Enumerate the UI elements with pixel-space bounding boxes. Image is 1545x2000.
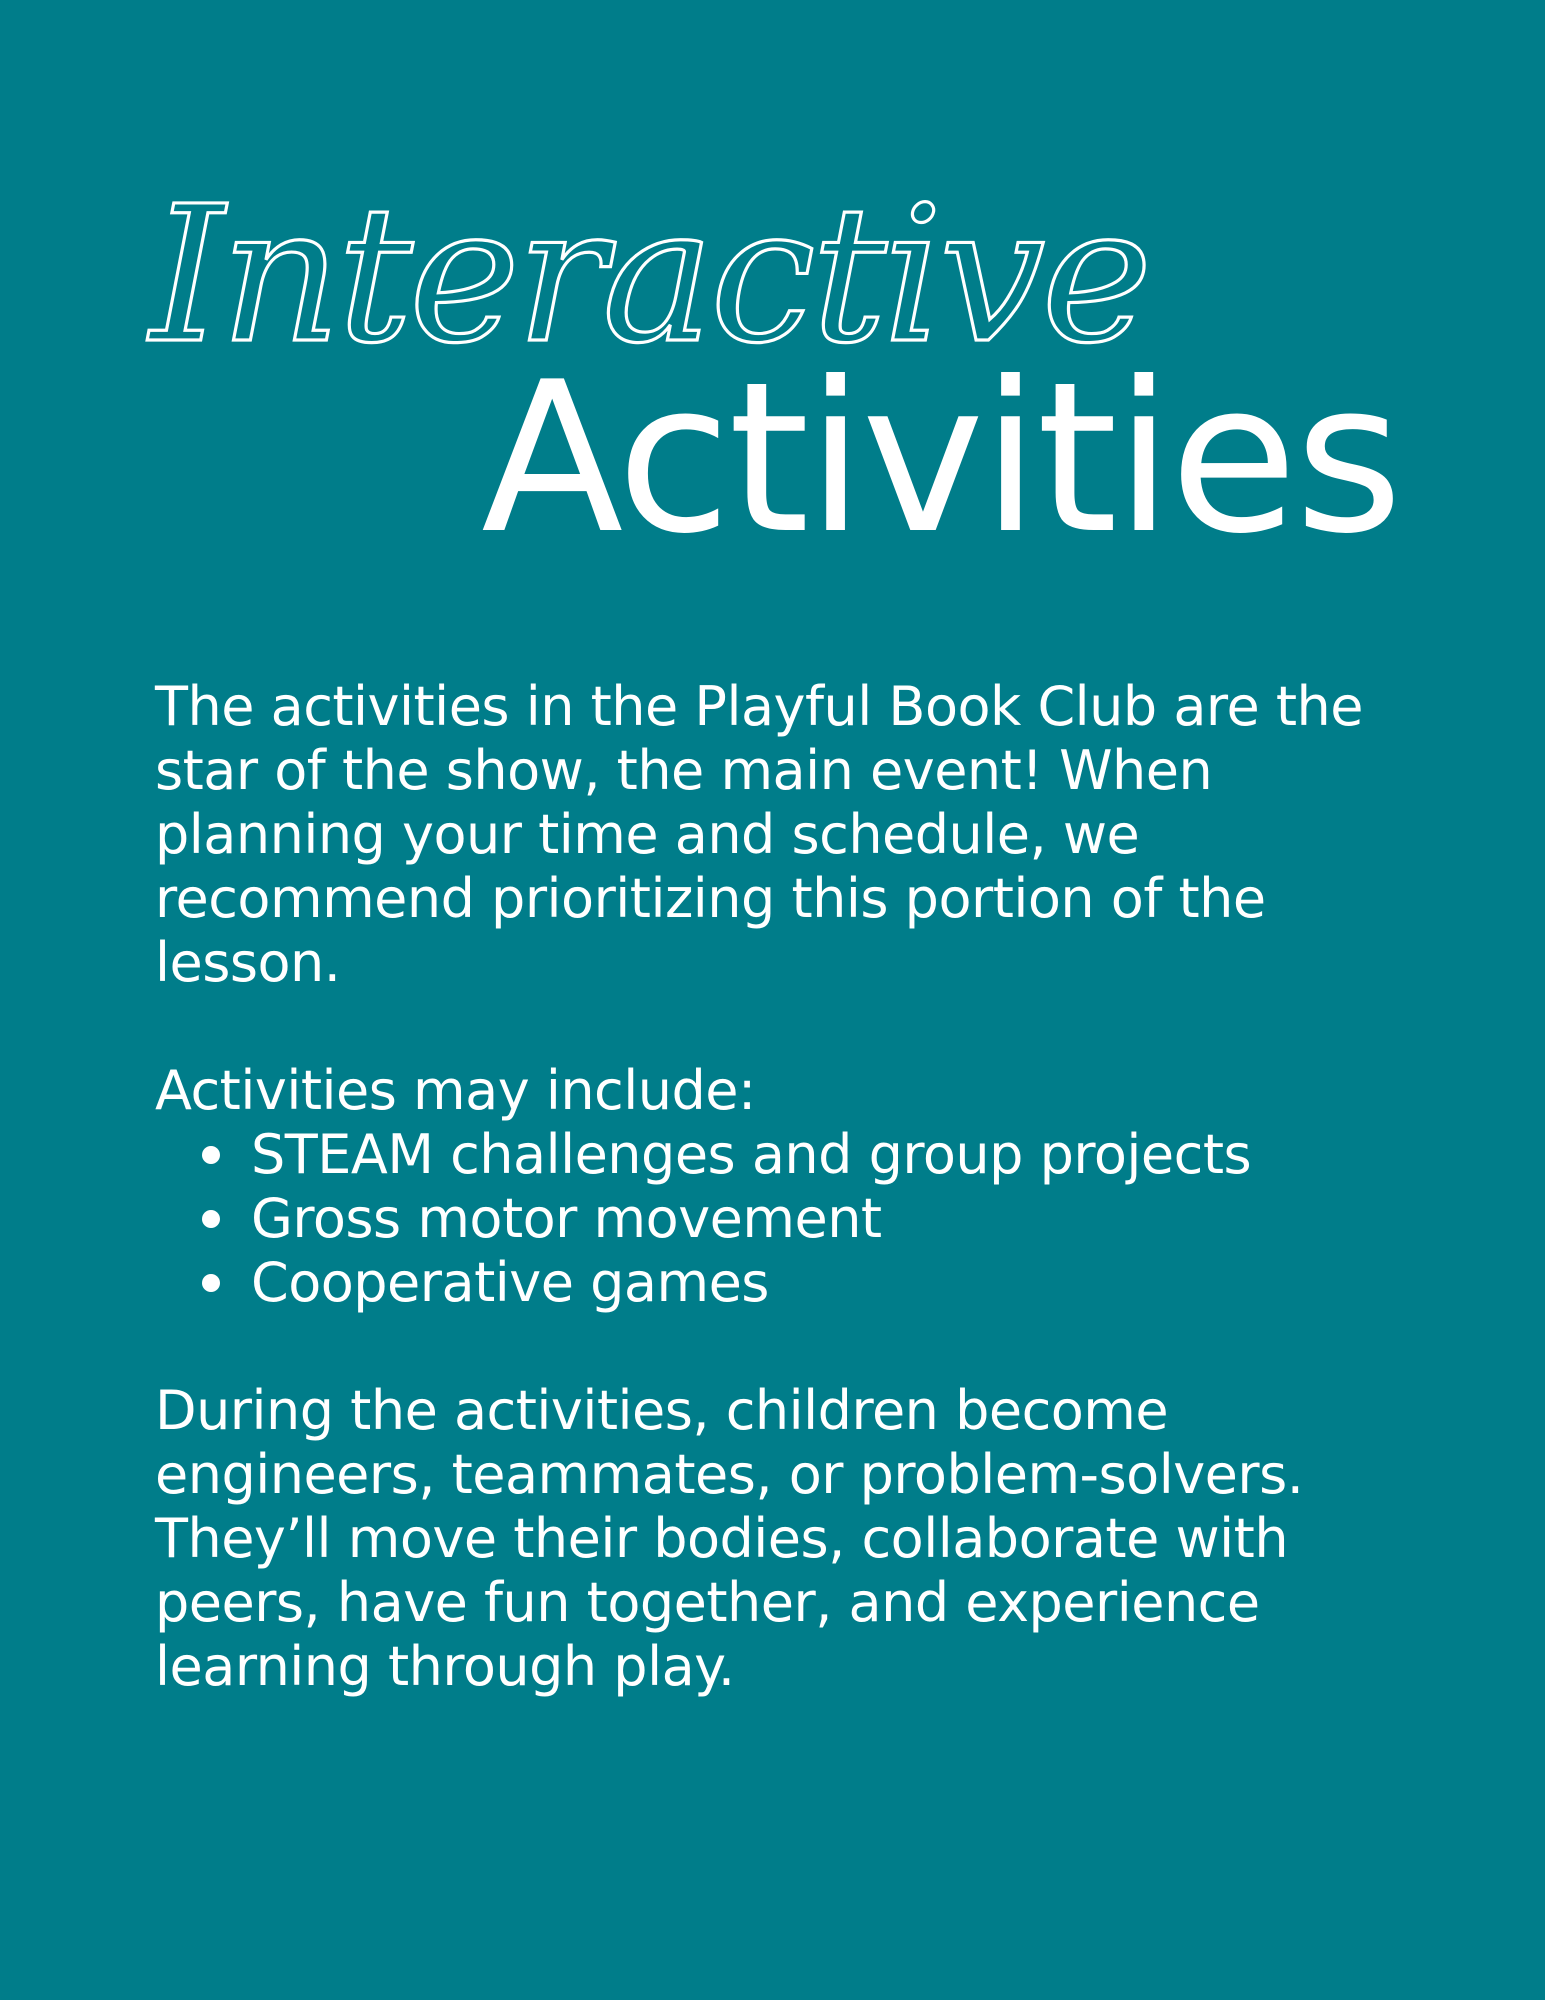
intro-line: lesson. [155, 931, 341, 994]
body-content [155, 675, 1385, 1699]
paragraph-spacer [155, 1315, 1385, 1379]
activities-list [155, 1123, 1385, 1315]
list-item [155, 1251, 1385, 1315]
intro-line: recommend prioritizing this portion of the [155, 867, 1266, 930]
closing-line: They’ll move their bodies, collaborate with [155, 1507, 1289, 1570]
intro-line: planning your time and schedule, we [155, 803, 1140, 866]
closing-paragraph [155, 1379, 1385, 1699]
page-title: Activities [481, 338, 1400, 580]
bullet-icon [202, 1210, 220, 1228]
list-item [155, 1123, 1385, 1187]
intro-line: The activities in the Playful Book Club are the [155, 675, 1363, 738]
bullet-icon [202, 1146, 220, 1164]
activities-list-label: Activities may include: [155, 1059, 756, 1122]
intro-paragraph [155, 675, 1385, 995]
list-item [155, 1187, 1385, 1251]
paragraph-spacer [155, 995, 1385, 1059]
intro-line: star of the show, the main event! When [155, 739, 1213, 802]
closing-line: learning through play. [155, 1635, 735, 1698]
closing-line: During the activities, children become [155, 1379, 1169, 1442]
closing-line: engineers, teammates, or problem-solvers. [155, 1443, 1304, 1506]
script-word-text: Interactive [150, 166, 1149, 385]
bullet-icon [202, 1274, 220, 1292]
list-item-text: STEAM challenges and group projects [251, 1123, 1252, 1186]
closing-line: peers, have fun together, and experience [155, 1571, 1260, 1634]
list-item-text: Cooperative games [251, 1251, 769, 1314]
list-item-text: Gross motor movement [251, 1187, 882, 1250]
